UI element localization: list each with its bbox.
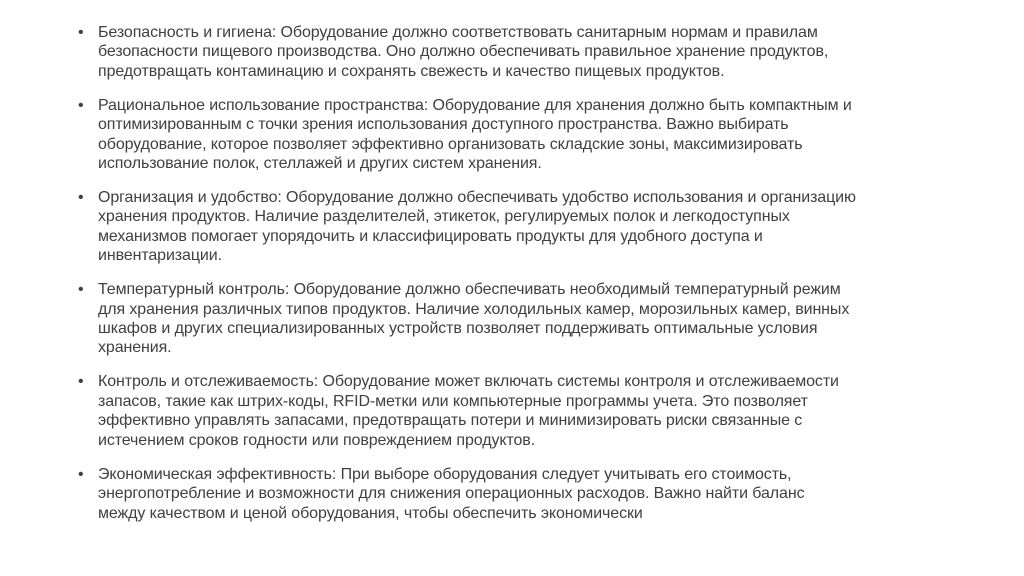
bullet-text-line: предотвращать контаминацию и сохранять свежесть и качество пищевых продуктов. [98,62,725,80]
bullet-marker-icon: • [78,96,84,114]
bullet-text-line: Экономическая эффективность: При выборе оборудования следует учитывать его стоимость, [98,465,792,483]
bullet-marker-icon: • [78,281,84,299]
bullet-text-line: хранения. [98,339,172,357]
bullet-item-economic-efficiency [76,465,956,523]
bullet-text-line: истечением сроков годности или повреждением продуктов. [98,431,536,449]
bullet-item-organization [76,188,956,266]
bullet-item-temperature [76,280,956,358]
bullet-marker-icon: • [78,24,84,41]
bullet-text-line: для хранения различных типов продуктов. Наличие холодильных камер, морозильных камер, винных [98,300,850,318]
bullet-text-line: энергопотребление и возможности для снижения операционных расходов. Важно найти баланс [98,485,805,503]
bullet-item-traceability [76,372,956,450]
bullet-marker-icon: • [78,189,84,207]
bullet-item-safety-hygiene [76,23,956,81]
bullet-text-line: инвентаризации. [98,247,222,265]
bullet-text-line: хранения продуктов. Наличие разделителей, этикеток, регулируемых полок и легкодоступных [98,208,790,226]
bullet-text-line: безопасности пищевого производства. Оно должно обеспечивать правильное хранение продуктов, [98,43,829,61]
bullet-text-line: Контроль и отслеживаемость: Оборудование может включать системы контроля и отслеживаемости [98,373,839,391]
bullet-text-line: использование полок, стеллажей и других систем хранения. [98,155,542,173]
bullet-text-line: механизмов помогает упорядочить и классифицировать продукты для удобного доступа и [98,227,763,245]
bullet-text-line: Рациональное использование пространства: Оборудование для хранения должно быть компактным и [98,96,852,114]
bullet-text-line: оптимизированным с точки зрения использования доступного пространства. Важно выбирать [98,116,789,134]
bullet-text-line: Организация и удобство: Оборудование должно обеспечивать удобство использования и организацию [98,189,856,207]
bullet-item-space-usage [76,96,956,174]
bullet-marker-icon: • [78,465,84,483]
bullet-text-line: оборудование, которое позволяет эффективно организовать складские зоны, максимизировать [98,135,803,153]
bullet-text-line: Безопасность и гигиена: Оборудование должно соответствовать санитарным нормам и правилам [98,24,818,41]
bullet-text-line: Температурный контроль: Оборудование должно обеспечивать необходимый температурный режим [98,281,841,299]
bullet-marker-icon: • [78,373,84,391]
bullet-text-line: запасов, такие как штрих-коды, RFID-метки или компьютерные программы учета. Это позволяет [98,392,808,410]
bullet-text-line: эффективно управлять запасами, предотвращать потери и минимизировать риски связанные с [98,412,803,430]
bullet-text-line: шкафов и других специализированных устройств позволяет поддерживать оптимальные условия [98,320,818,338]
bullet-list [76,23,956,538]
bullet-text-line: между качеством и ценой оборудования, чтобы обеспечить экономически [98,504,643,522]
